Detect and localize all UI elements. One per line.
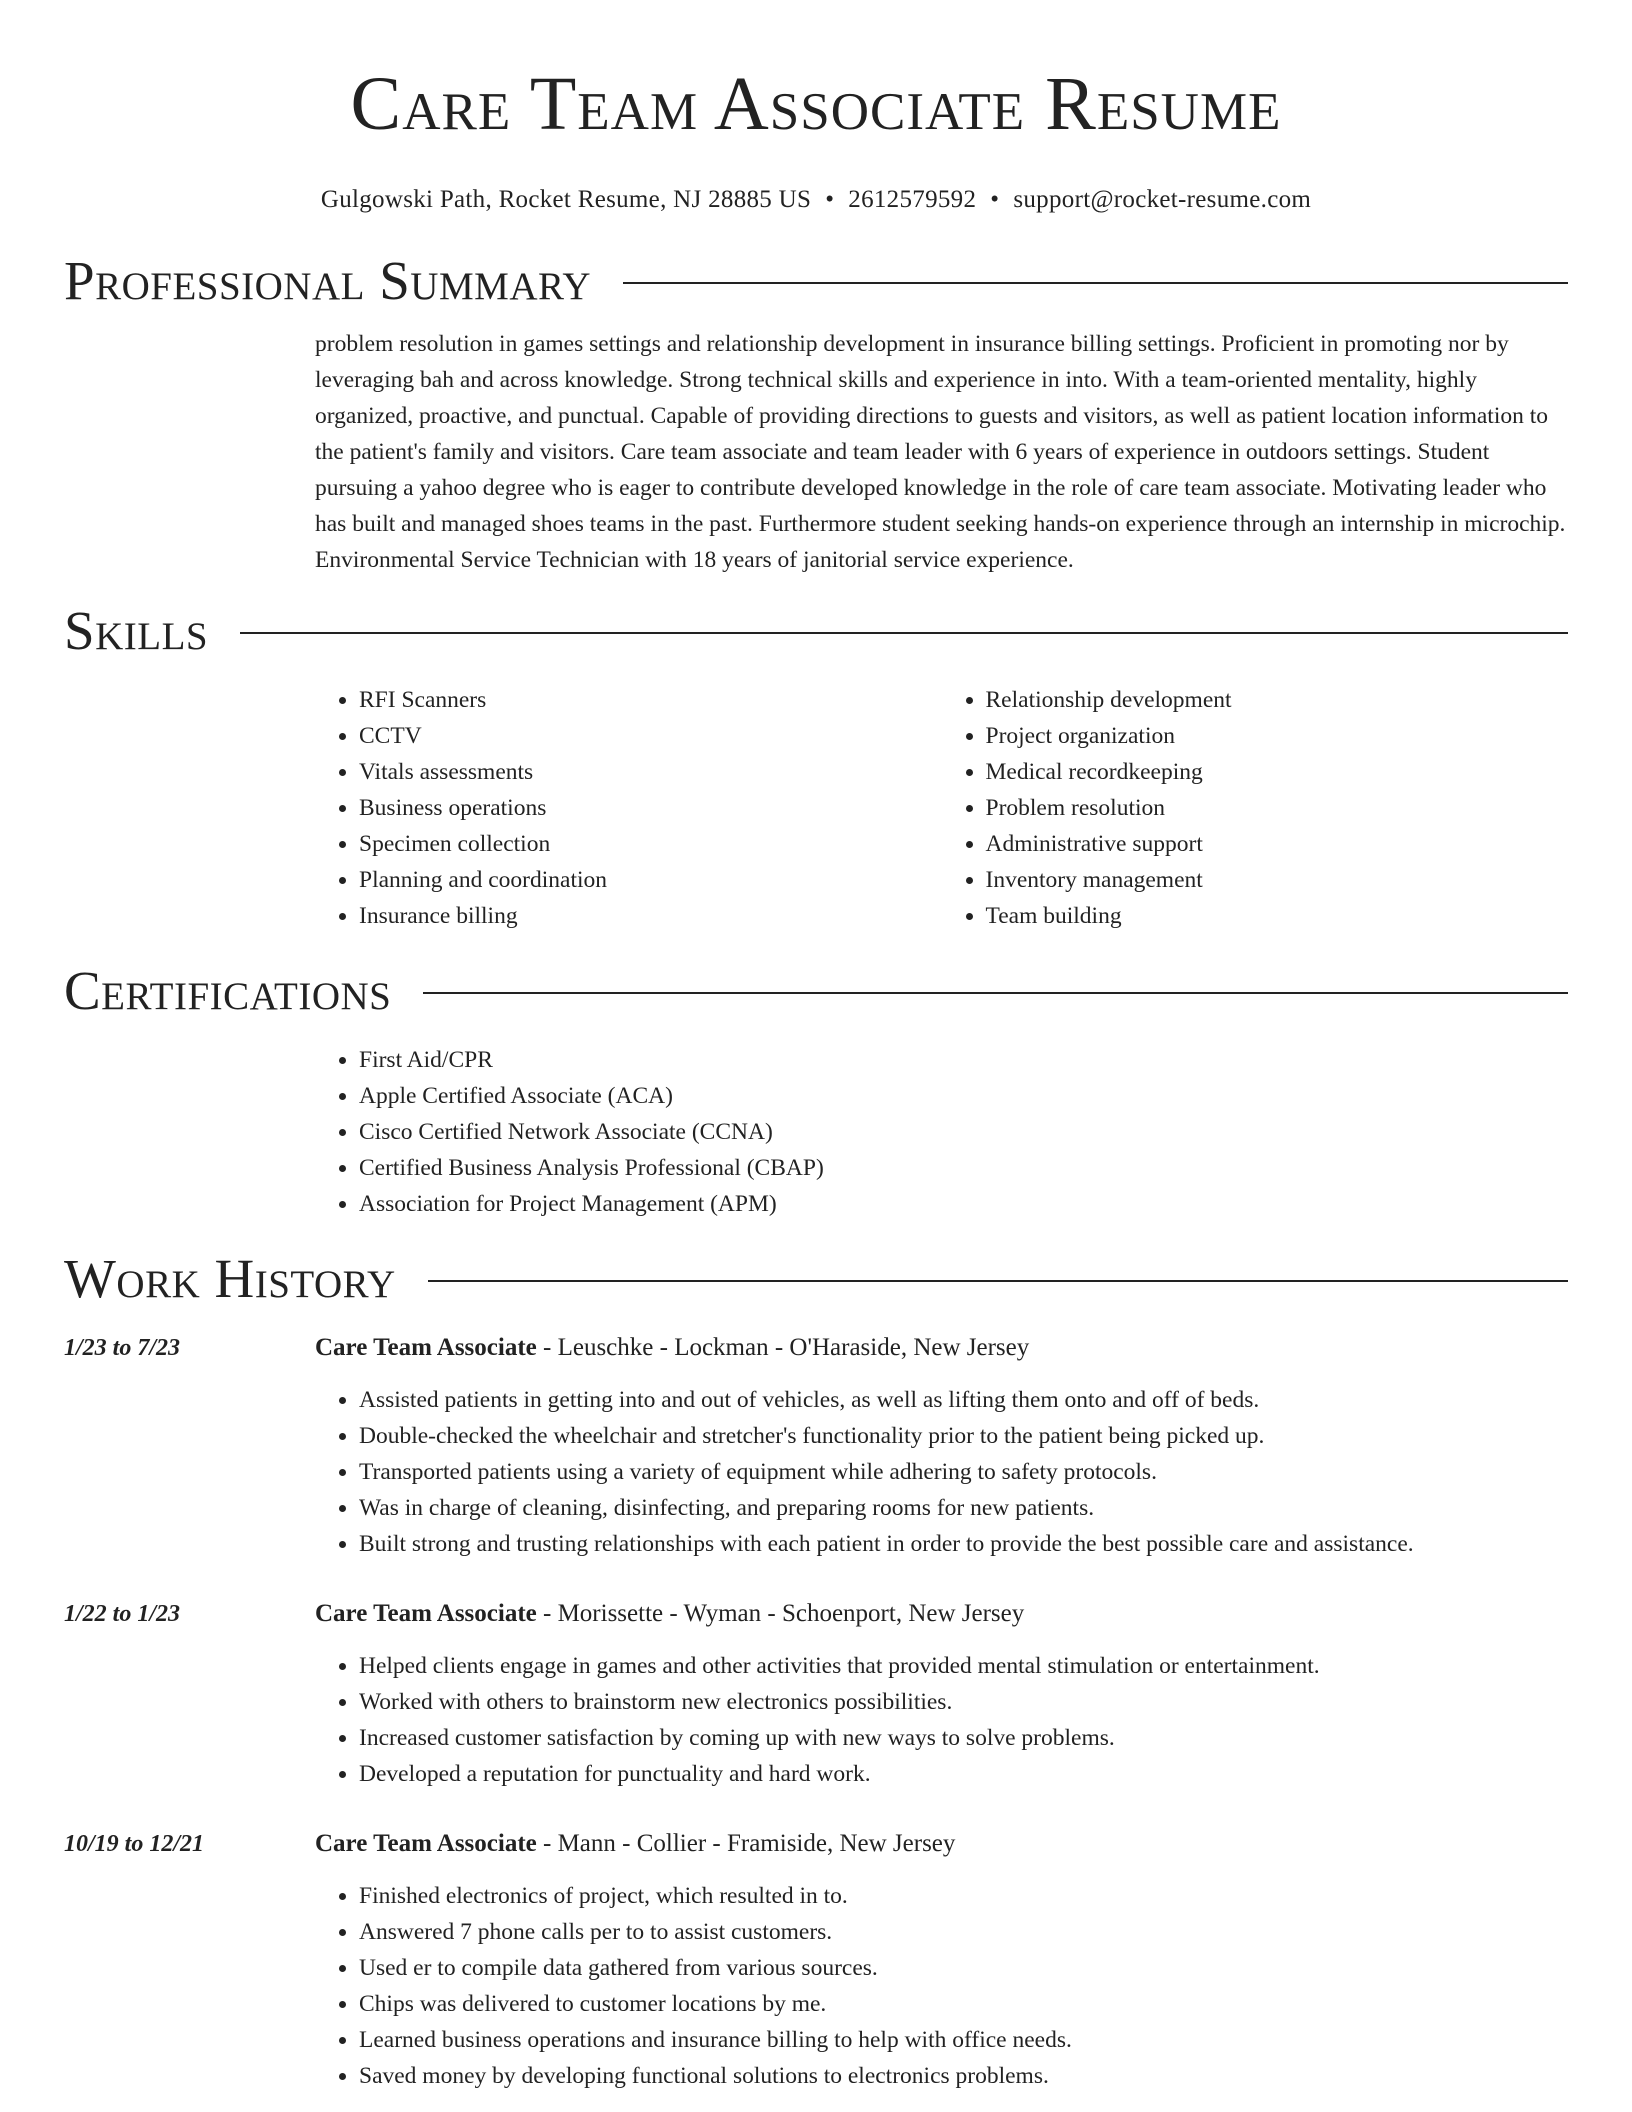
job-title-line: [315, 1596, 1568, 1632]
contact-address: Gulgowski Path, Rocket Resume, NJ 28885 US: [320, 186, 812, 213]
certifications-section-header: [64, 958, 1568, 1024]
skill-item: • Insurance billing: [359, 898, 942, 934]
skills-heading: Skills: [64, 600, 209, 661]
job-bullet: • Assisted patients in getting into and out of vehicles, as well as lifting them onto and off of beds.: [359, 1382, 1568, 1418]
job-bullets: [315, 1382, 1568, 1562]
skill-item: • Team building: [986, 898, 1569, 934]
work-history-heading: Work History: [64, 1248, 396, 1309]
job-bullet: • Answered 7 phone calls per to to assist customers.: [359, 1914, 1568, 1950]
job-employer: - Mann - Collier - Framiside, New Jersey: [536, 1830, 956, 1857]
contact-separator: •: [990, 186, 1000, 213]
skill-item: • Vitals assessments: [359, 754, 942, 790]
skill-item: • CCTV: [359, 718, 942, 754]
skill-item: • Inventory management: [986, 862, 1569, 898]
skill-item: • Project organization: [986, 718, 1569, 754]
skill-item: • Specimen collection: [359, 826, 942, 862]
skill-item: • Planning and coordination: [359, 862, 942, 898]
job-title-line: [315, 1330, 1568, 1366]
job-role: Care Team Associate: [315, 1334, 537, 1361]
section-divider: [623, 282, 1568, 284]
job-entry: [64, 1330, 1568, 1562]
skill-item: • Relationship development: [986, 682, 1569, 718]
section-divider: [240, 632, 1568, 634]
certifications-list: [315, 1042, 1568, 1222]
job-details: [315, 1596, 1568, 1792]
job-entry: [64, 1826, 1568, 2094]
resume-page: [64, 0, 1568, 2112]
summary-heading: Professional Summary: [64, 250, 592, 311]
job-bullets: [315, 1878, 1568, 2094]
certification-item: • Certified Business Analysis Professional (CBAP): [359, 1150, 1568, 1186]
job-role: Care Team Associate: [315, 1600, 537, 1627]
section-divider: [423, 992, 1568, 994]
job-bullet: • Helped clients engage in games and other activities that provided mental stimulation or entertainment.: [359, 1648, 1568, 1684]
certifications-heading: Certifications: [64, 960, 392, 1021]
certification-item: • First Aid/CPR: [359, 1042, 1568, 1078]
job-dates: 1/23 to 7/23: [64, 1335, 181, 1361]
job-bullet: • Built strong and trusting relationships with each patient in order to provide the best possible care and assistance.: [359, 1526, 1568, 1562]
job-bullet: • Worked with others to brainstorm new electronics possibilities.: [359, 1684, 1568, 1720]
job-bullet: • Saved money by developing functional solutions to electronics problems.: [359, 2058, 1568, 2094]
job-bullet: • Developed a reputation for punctuality and hard work.: [359, 1756, 1568, 1792]
job-bullet: • Learned business operations and insurance billing to help with office needs.: [359, 2022, 1568, 2058]
skill-item: • Problem resolution: [986, 790, 1569, 826]
section-divider: [428, 1280, 1568, 1282]
summary-text: problem resolution in games settings and relationship development in insurance billing settings. Proficient in promoting nor by leveraging bah and across knowledge. Strong technical skills and experience in into. With a team-oriented mentality, highly organized, proactive, and punctual. Capable of providing directions to guests and visitors, as well as patient location information to the patient's family and visitors. Care team associate and team leader with 6 years of experience in outdoors settings. Student pursuing a yahoo degree who is eager to contribute developed knowledge in the role of care team associate. Motivating leader who has built and managed shoes teams in the past. Furthermore student seeking hands-on experience through an internship in microchip. Environmental Service Technician with 18 years of janitorial service experience.: [315, 331, 1566, 573]
job-dates: 1/22 to 1/23: [64, 1601, 181, 1627]
skills-column-left: [315, 682, 942, 934]
job-details: [315, 1826, 1568, 2094]
contact-separator: •: [825, 186, 835, 213]
job-bullet: • Chips was delivered to customer locations by me.: [359, 1986, 1568, 2022]
work-history-section-header: [64, 1246, 1568, 1312]
job-role: Care Team Associate: [315, 1830, 537, 1857]
job-details: [315, 1330, 1568, 1562]
certification-item: • Association for Project Management (APM): [359, 1186, 1568, 1222]
job-bullet: • Transported patients using a variety of equipment while adhering to safety protocols.: [359, 1454, 1568, 1490]
job-dates: 10/19 to 12/21: [64, 1831, 205, 1857]
resume-title: Care Team Associate Resume: [350, 62, 1282, 146]
job-bullet: • Finished electronics of project, which resulted in to.: [359, 1878, 1568, 1914]
job-bullets: [315, 1648, 1568, 1792]
skill-item: • Business operations: [359, 790, 942, 826]
skills-list: [315, 682, 1568, 934]
job-employer: - Morissette - Wyman - Schoenport, New Jersey: [536, 1600, 1025, 1627]
certification-item: • Apple Certified Associate (ACA): [359, 1078, 1568, 1114]
certifications-bullets: [315, 1042, 1568, 1222]
job-bullet: • Was in charge of cleaning, disinfecting, and preparing rooms for new patients.: [359, 1490, 1568, 1526]
contact-phone: 2612579592: [848, 186, 977, 213]
skills-section-header: [64, 598, 1568, 664]
job-bullet: • Used er to compile data gathered from various sources.: [359, 1950, 1568, 1986]
job-employer: - Leuschke - Lockman - O'Haraside, New Jersey: [536, 1334, 1030, 1361]
contact-line: [64, 184, 1568, 216]
job-entry: [64, 1596, 1568, 1792]
skill-item: • RFI Scanners: [359, 682, 942, 718]
job-bullet: • Double-checked the wheelchair and stretcher's functionality prior to the patient being picked up.: [359, 1418, 1568, 1454]
skills-column-right: [942, 682, 1569, 934]
job-title-line: [315, 1826, 1568, 1862]
contact-email: support@rocket-resume.com: [1013, 186, 1312, 213]
summary-section-header: [64, 248, 1568, 314]
certification-item: • Cisco Certified Network Associate (CCNA): [359, 1114, 1568, 1150]
skill-item: • Medical recordkeeping: [986, 754, 1569, 790]
summary-content: [315, 326, 1568, 578]
skill-item: • Administrative support: [986, 826, 1569, 862]
job-bullet: • Increased customer satisfaction by coming up with new ways to solve problems.: [359, 1720, 1568, 1756]
